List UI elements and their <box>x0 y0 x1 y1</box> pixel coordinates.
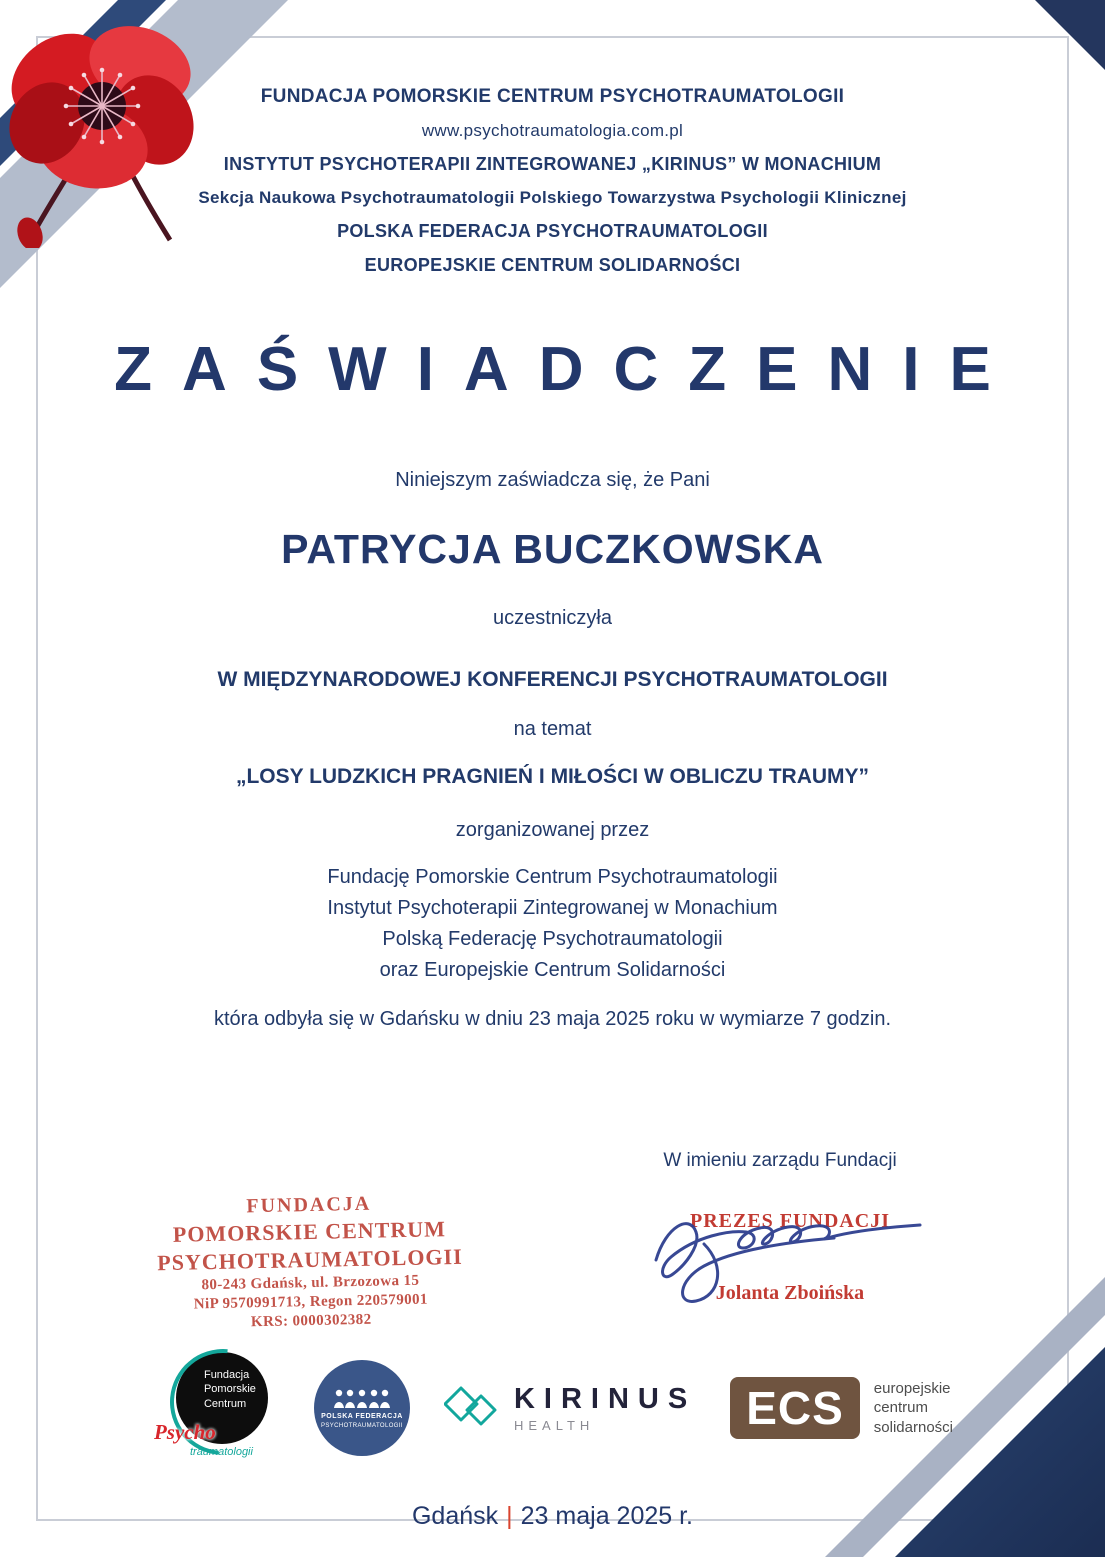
certificate-title: ZAŚWIADCZENIE <box>114 335 1021 404</box>
header-line-foundation: FUNDACJA POMORSKIE CENTRUM PSYCHOTRAUMATOLOGII <box>260 86 845 107</box>
certificate-content <box>60 0 1045 1031</box>
header-line-federation: POLSKA FEDERACJA PSYCHOTRAUMATOLOGII <box>337 221 768 241</box>
stamp-line: POMORSKIE CENTRUM <box>172 1216 447 1247</box>
website-url: www.psychotraumatologia.com.pl <box>421 121 684 140</box>
organizer-item: oraz Europejskie Centrum Solidarności <box>379 959 726 981</box>
footer-date: 23 maja 2025 r. <box>520 1502 693 1530</box>
partner-logos-row <box>0 1352 1105 1464</box>
federacja-label: POLSKA FEDERACJA <box>321 1412 403 1420</box>
stamp-line: PSYCHOTRAUMATOLOGII <box>156 1243 463 1276</box>
header-block <box>60 0 1045 276</box>
header-line-section: Sekcja Naukowa Psychotraumatologii Polskiego Towarzystwa Psychologii Klinicznej <box>198 188 907 207</box>
stamp-line: 80-243 Gdańsk, ul. Brzozowa 15 <box>201 1272 420 1294</box>
header-line-institute: INSTYTUT PSYCHOTERAPII ZINTEGROWANEJ „KIRINUS” W MONACHIUM <box>223 154 882 174</box>
kirinus-health-label: HEALTH <box>513 1418 595 1433</box>
kirinus-name: KIRINUS <box>513 1383 697 1415</box>
foundation-stamp <box>144 1189 477 1336</box>
on-topic-text: na temat <box>513 718 592 740</box>
ecs-label-line: centrum <box>873 1399 928 1417</box>
signature-block <box>620 1190 960 1335</box>
footer-city: Gdańsk <box>411 1502 499 1530</box>
fundacja-logo-line: Centrum <box>203 1397 247 1410</box>
kirinus-knot-icon <box>444 1381 498 1435</box>
intro-text: Niniejszym zaświadcza się, że Pani <box>395 469 710 491</box>
federacja-label: PSYCHOTRAUMATOLOGII <box>320 1422 403 1429</box>
corner-triangle-top-right-icon <box>1035 0 1105 70</box>
event-details: która odbyła się w Gdańsku w dniu 23 maja 2025 roku w wymiarze 7 godzin. <box>213 1008 891 1030</box>
footer-date-line <box>0 1502 1105 1531</box>
polska-federacja-logo <box>314 1360 410 1456</box>
ecs-label-line: solidarności <box>873 1418 954 1436</box>
organized-by-text: zorganizowanej przez <box>455 819 650 841</box>
fundacja-psychotraumatologia-logo <box>152 1352 280 1464</box>
ecs-label-line: europejskie <box>873 1379 951 1397</box>
fundacja-logo-line: Fundacja <box>203 1369 250 1381</box>
psycho-wordmark: Psycho <box>153 1420 216 1444</box>
president-title-stamp: PREZES FUNDACJI <box>689 1210 891 1232</box>
participated-text: uczestniczyła <box>493 607 612 629</box>
organizers-list <box>60 862 1045 986</box>
recipient-name: PATRYCJA BUCZKOWSKA <box>281 526 824 572</box>
organizer-item: Fundację Pomorskie Centrum Psychotraumatologii <box>327 866 778 888</box>
traumatologii-wordmark: traumatologii <box>189 1446 253 1458</box>
fundacja-logo-line: Pomorskie <box>203 1383 256 1396</box>
people-icon <box>333 1388 391 1410</box>
on-behalf-text: W imieniu zarządu Fundacji <box>663 1150 897 1171</box>
kirinus-health-logo <box>444 1381 696 1435</box>
conference-name: W MIĘDZYNARODOWEJ KONFERENCJI PSYCHOTRAUMATOLOGII <box>217 668 888 691</box>
stamp-line: NiP 9570991713, Regon 220579001 <box>193 1291 429 1313</box>
kirinus-wordmark <box>514 1383 696 1433</box>
stamp-line: KRS: 0000302382 <box>250 1311 372 1331</box>
ecs-label <box>874 1379 953 1438</box>
president-name: Jolanta Zboińska <box>715 1282 865 1304</box>
conference-topic: „LOSY LUDZKICH PRAGNIEŃ I MIŁOŚCI W OBLICZU TRAUMY” <box>235 765 870 788</box>
footer-separator: | <box>506 1502 513 1530</box>
stamp-line: FUNDACJA <box>246 1192 372 1218</box>
handwritten-signature-icon <box>638 1182 938 1312</box>
header-line-ecs: EUROPEJSKIE CENTRUM SOLIDARNOŚCI <box>364 255 741 275</box>
fundacja-logo-text <box>204 1368 256 1411</box>
ecs-logo <box>730 1377 953 1439</box>
organizer-item: Instytut Psychoterapii Zintegrowanej w Monachium <box>327 897 778 919</box>
ecs-badge: ECS <box>730 1377 860 1439</box>
organizer-item: Polską Federację Psychotraumatologii <box>382 928 723 950</box>
